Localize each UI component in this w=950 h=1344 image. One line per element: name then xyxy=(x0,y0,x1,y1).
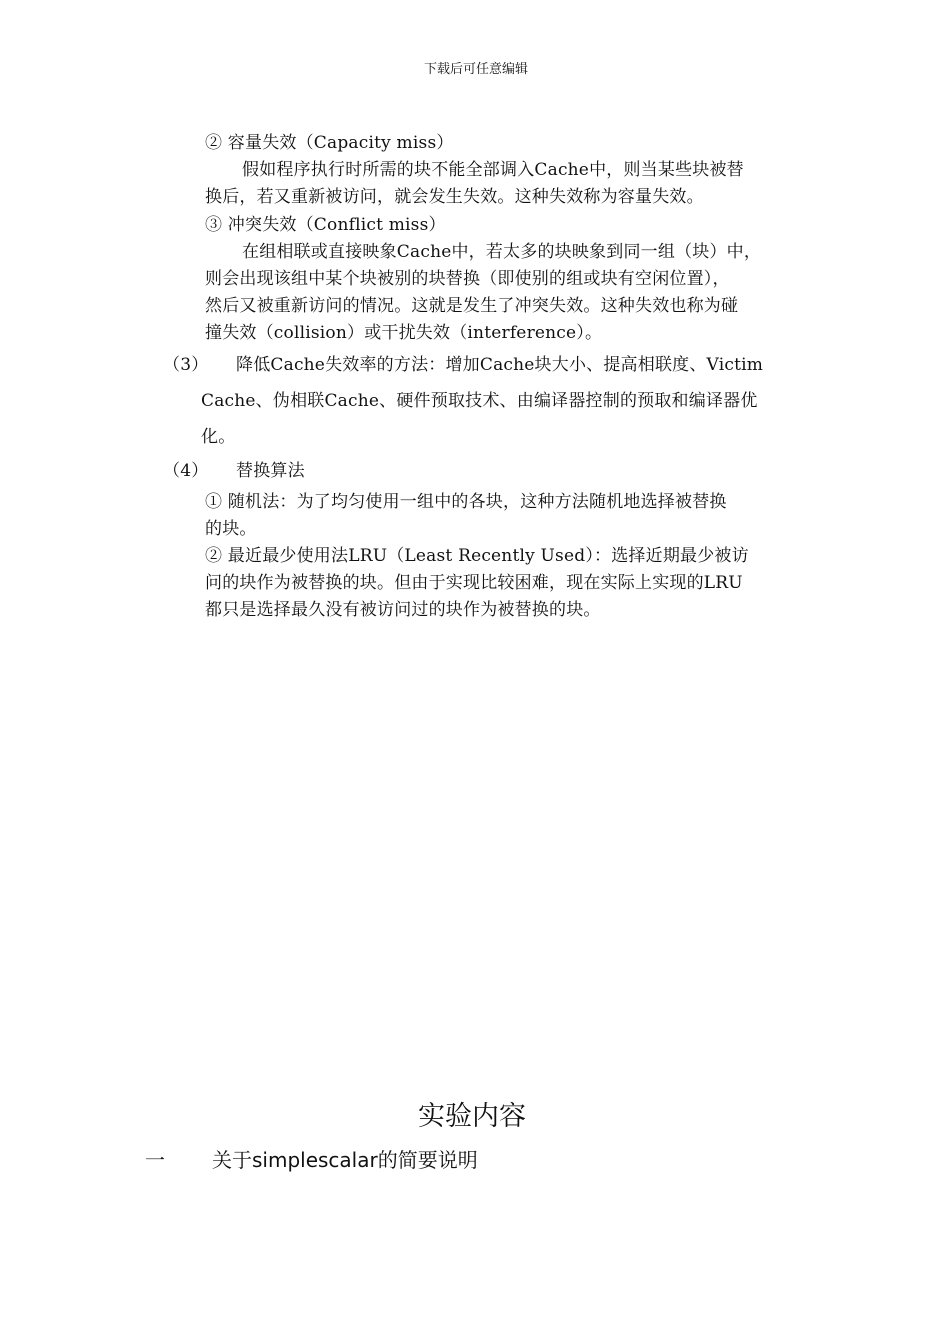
lru-method-text-line: ② 最近最少使用法LRU（Least Recently Used）：选择近期最少被访 xyxy=(205,546,749,566)
reduce-miss-rate-text-line: 降低Cache失效率的方法：增加Cache块大小、提高相联度、Victim xyxy=(236,355,764,375)
random-method-text-line: 的块。 xyxy=(205,519,257,539)
page-header: 下载后可任意编辑 xyxy=(424,62,529,77)
conflict-miss-text-line: 则会出现该组中某个块被别的块替换（即使别的组或块有空闲位置）， xyxy=(205,269,730,289)
capacity-miss-text-line: 换后，若又重新被访问，就会发生失效。这种失效称为容量失效。 xyxy=(205,187,704,207)
conflict-miss-text-line: 然后又被重新访问的情况。这就是发生了冲突失效。这种失效也称为碰 xyxy=(205,296,739,316)
item-number: （4） xyxy=(163,461,209,481)
conflict-miss-heading: ③ 冲突失效（Conflict miss） xyxy=(205,215,446,235)
replacement-algorithm-heading: 替换算法 xyxy=(236,461,305,481)
lru-method-text-line: 都只是选择最久没有被访问过的块作为被替换的块。 xyxy=(205,600,601,620)
conflict-miss-text-line: 撞失效（collision）或干扰失效（interference）。 xyxy=(205,323,603,343)
reduce-miss-rate-text-line: Cache、伪相联Cache、硬件预取技术、由编译器控制的预取和编译器优 xyxy=(201,391,758,411)
experiment-title: 实验内容 xyxy=(418,1101,526,1132)
reduce-miss-rate-text-line: 化。 xyxy=(201,427,236,447)
lru-method-text-line: 问的块作为被替换的块。但由于实现比较困难，现在实际上实现的LRU xyxy=(205,573,743,593)
capacity-miss-text-line: 假如程序执行时所需的块不能全部调入Cache中，则当某些块被替 xyxy=(242,160,744,180)
item-number: （3） xyxy=(163,355,209,375)
random-method-text-line: ① 随机法：为了均匀使用一组中的各块，这种方法随机地选择被替换 xyxy=(205,492,727,512)
conflict-miss-text-line: 在组相联或直接映象Cache中，若太多的块映象到同一组（块）中， xyxy=(242,242,762,262)
section-title: 关于simplescalar的简要说明 xyxy=(212,1148,478,1172)
section-number: 一 xyxy=(145,1148,165,1172)
capacity-miss-heading: ② 容量失效（Capacity miss） xyxy=(205,133,454,153)
